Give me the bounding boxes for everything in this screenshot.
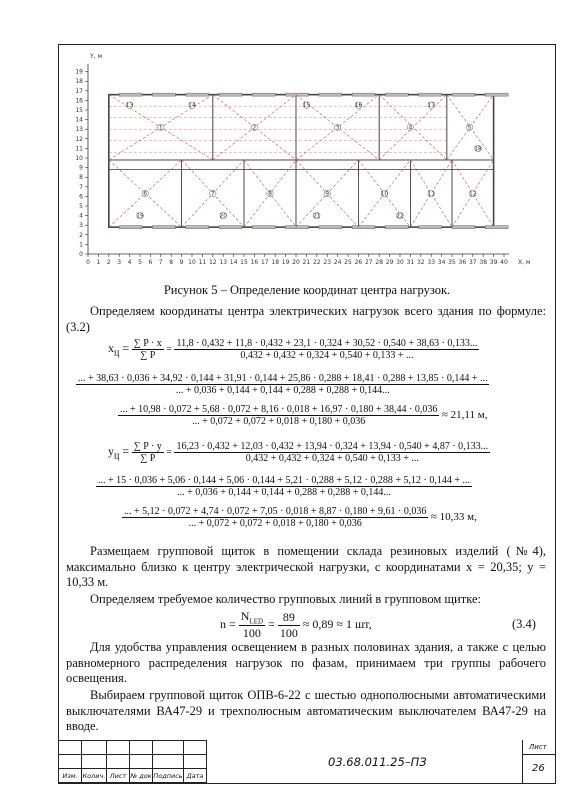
window-mark [186, 93, 209, 96]
axis-x-label: X, м [518, 259, 531, 266]
window-mark [152, 93, 175, 96]
room-number: 11 [427, 190, 436, 198]
paragraph-panel-choice: Выбираем групповой щиток ОПВ-6-22 с шестью однополюсными автоматическими выключателями ВА47-29 и трехполюсным автоматическим выключателем ВА47-29 на вводе. [66, 688, 546, 733]
x-tick-label: 34 [437, 259, 446, 266]
x-tick-label: 6 [148, 259, 153, 266]
window-mark [485, 226, 508, 229]
room-number: 16 [354, 102, 363, 110]
room-number: 21 [312, 212, 321, 220]
window-mark [252, 93, 275, 96]
x-tick-label: 24 [333, 259, 342, 266]
y-tick-label: 7 [79, 183, 83, 191]
eq-yc-line3: ... + 5,12 · 0,072 + 4,74 · 0,072 + 7,05 · 0,018 + 8,87 · 0,180 + 9,61 · 0,036 ... + 0,072 + 0,072 + 0,018 + 0,180 + 0,036 ≈ 10,33 м, [124, 506, 477, 529]
stamp-header-ndok: № док [130, 769, 153, 783]
paragraph-lines-count: Определяем требуемое количество групповых линий в групповом щитке: [90, 592, 481, 606]
y-tick-label: 3 [79, 222, 83, 230]
window-mark [419, 93, 442, 96]
window-mark [352, 93, 375, 96]
figure-caption: Рисунок 5 – Определение координат центра нагрузок. [163, 283, 451, 297]
window-mark [385, 93, 408, 96]
axis-y-label: Y, м [90, 53, 103, 60]
window-mark [119, 226, 142, 229]
room-number: 18 [474, 145, 482, 153]
x-tick-label: 40 [500, 259, 508, 266]
x-tick-label: 19 [281, 259, 290, 266]
x-tick-label: 37 [468, 259, 477, 266]
y-tick-label: 13 [75, 126, 83, 134]
y-tick-label: 11 [75, 145, 83, 153]
stamp-sheet-divider [522, 754, 556, 755]
y-tick-label: 19 [75, 68, 83, 76]
sheet-label: Лист [529, 743, 547, 751]
eq-yc-line1: $y_ц$ = $\frac{\sum P \cdot y}{\sum P}$ = 16,23 · 0,432 + 12,03 · 0,432 + 13,94 · 0,324 + 13,94 · 0,540 + 4,87 · 0,133... 0,432 + 0,432 + 0,324 + 0,540 + 0,133 + ... [108, 441, 489, 464]
eq-xc-line1: $x_ц$ = $\frac{\sum P \cdot x}{\sum P}$ = 11,8 · 0,432 + 11,8 · 0,432 + 23,1 · 0,324 + 30,52 · 0,540 + 38,63 · 0,133... 0,432 + 0,432 + 0,324 + 0,540 + 0,133 + ... [108, 338, 478, 361]
building-outline [109, 95, 494, 227]
room-number: 3 [335, 124, 340, 132]
x-tick-label: 22 [312, 259, 321, 266]
x-tick-label: 35 [448, 259, 456, 266]
room-number: 20 [219, 212, 228, 220]
window-mark [419, 226, 442, 229]
x-tick-label: 38 [479, 259, 488, 266]
room-number: 22 [396, 212, 404, 220]
y-tick-label: 16 [75, 97, 83, 105]
room-number: 10 [380, 190, 389, 198]
stamp-header-data: Дата [184, 769, 207, 783]
floor-plan-figure [70, 52, 532, 276]
x-tick-label: 36 [458, 259, 467, 266]
window-mark [452, 93, 475, 96]
x-tick-label: 26 [354, 259, 363, 266]
y-tick-label: 0 [79, 251, 83, 258]
room-number: 4 [408, 124, 413, 132]
window-mark [385, 226, 408, 229]
y-tick-label: 15 [75, 107, 83, 114]
window-mark [485, 93, 508, 96]
x-tick-label: 31 [406, 259, 415, 266]
x-tick-label: 11 [198, 259, 207, 266]
stamp-header-izm: Изм. [59, 769, 82, 783]
x-tick-label: 16 [250, 259, 259, 266]
x-tick-label: 9 [179, 259, 184, 266]
x-tick-label: 4 [127, 259, 132, 266]
document-code: 03.68.011.25–ПЗ [328, 755, 427, 769]
y-tick-label: 1 [79, 241, 83, 249]
room-number: 6 [143, 190, 148, 198]
eq-n-number: (3.4) [512, 617, 536, 631]
x-tick-label: 5 [138, 259, 142, 266]
x-tick-label: 10 [188, 259, 196, 266]
x-tick-label: 39 [489, 259, 498, 266]
room-number: 17 [427, 102, 436, 110]
y-tick-label: 14 [75, 116, 83, 124]
x-tick-label: 1 [96, 259, 101, 266]
room-number: 8 [268, 190, 272, 198]
room-number: 2 [252, 124, 257, 132]
x-tick-label: 20 [292, 259, 300, 266]
room-number: 12 [468, 190, 477, 198]
window-mark [186, 226, 209, 229]
x-tick-label: 12 [208, 259, 217, 266]
window-mark [319, 226, 342, 229]
x-tick-label: 2 [106, 259, 111, 266]
room-number: 13 [125, 102, 134, 110]
room-number: 7 [210, 190, 215, 198]
room-number: 9 [325, 190, 330, 198]
x-tick-label: 28 [375, 259, 384, 266]
title-block [58, 740, 556, 784]
x-tick-label: 3 [117, 259, 122, 266]
paragraph-panel-placement: Размещаем групповой щиток в помещении склада резиновых изделий (№4), максимально близко к центру электрической нагрузки, с координатами х = 20,35; у = 10,33 м. [66, 544, 546, 589]
x-tick-label: 27 [364, 259, 373, 266]
stamp-grid [58, 740, 207, 783]
window-mark [152, 226, 175, 229]
x-tick-label: 0 [86, 259, 90, 266]
eq-xc-line2: ... + 38,63 · 0,036 + 34,92 · 0,144 + 31,91 · 0,144 + 25,86 · 0,288 + 18,41 · 0,288 + 13,85 · 0,144 + ... ... + 0,036 + 0,144 + 0,144 + 0,288 + 0,288 + 0,144... [78, 373, 488, 396]
window-mark [219, 93, 242, 96]
y-tick-label: 8 [79, 174, 83, 182]
x-tick-label: 18 [271, 259, 280, 266]
stamp-header-podpis: Подпись [153, 769, 184, 783]
x-tick-label: 17 [260, 259, 269, 266]
x-tick-label: 7 [158, 259, 163, 266]
window-mark [352, 226, 375, 229]
x-tick-label: 13 [219, 259, 228, 266]
x-tick-label: 30 [396, 259, 404, 266]
x-tick-label: 29 [385, 259, 394, 266]
y-tick-label: 17 [75, 87, 83, 95]
x-tick-label: 14 [229, 259, 238, 266]
room-number: 5 [467, 124, 472, 132]
y-tick-label: 5 [79, 203, 83, 210]
window-mark [219, 226, 242, 229]
y-tick-label: 6 [79, 193, 83, 201]
x-tick-label: 25 [344, 259, 352, 266]
plan-room-markers [126, 102, 482, 220]
y-tick-label: 18 [75, 78, 83, 86]
plan-load-lines [109, 95, 494, 227]
stamp-header-list: Лист [107, 769, 130, 783]
paragraph-formula-intro: Определяем координаты центра электрических нагрузок всего здания по формуле: (3.2) [66, 304, 546, 334]
y-tick-label: 4 [79, 212, 83, 220]
window-mark [319, 93, 342, 96]
x-tick-label: 15 [240, 259, 248, 266]
paragraph-groups: Для удобства управления освещением в разных половинах здания, а также с целью равномерного распределения нагрузок по фазам, принимаем три группы рабочего освещения. [66, 640, 546, 685]
stamp-header-kolich: Колич. [82, 769, 107, 783]
window-mark [452, 226, 475, 229]
y-tick-label: 12 [75, 135, 83, 143]
plan-walls [109, 93, 508, 228]
x-tick-label: 33 [427, 259, 436, 266]
y-tick-label: 9 [79, 164, 83, 172]
x-tick-label: 23 [323, 259, 332, 266]
room-number: 19 [136, 212, 144, 220]
window-mark [252, 226, 275, 229]
window-mark [119, 93, 142, 96]
x-tick-label: 32 [416, 259, 425, 266]
x-tick-label: 21 [302, 259, 311, 266]
eq-xc-line3: ... + 10,98 · 0,072 + 5,68 · 0,072 + 8,16 · 0,018 + 16,97 · 0,180 + 38,44 · 0,036 ... + 0,072 + 0,072 + 0,018 + 0,180 + 0,036 ≈ 21,11 м, [120, 404, 488, 427]
room-number: 15 [302, 102, 311, 110]
x-tick-label: 8 [169, 259, 174, 266]
room-number: 14 [188, 102, 196, 110]
y-tick-label: 2 [79, 231, 83, 239]
room-wall [109, 160, 494, 170]
eq-n: n = $\frac{N_{LED}}{100}$ = $\frac{89}{100}$ ≈ 0,89 ≈ 1 шт, [220, 609, 372, 641]
eq-yc-line2: ... + 15 · 0,036 + 5,06 · 0,144 + 5,06 · 0,144 + 5,21 · 0,288 + 5,12 · 0,288 + 5,12 · 0,144 + ... ... + 0,036 + 0,144 + 0,144 + 0,288 + 0,288 + 0,144... [98, 475, 470, 498]
room-number: 1 [158, 124, 163, 132]
sheet-number: 26 [532, 763, 545, 774]
y-tick-label: 10 [75, 155, 83, 162]
